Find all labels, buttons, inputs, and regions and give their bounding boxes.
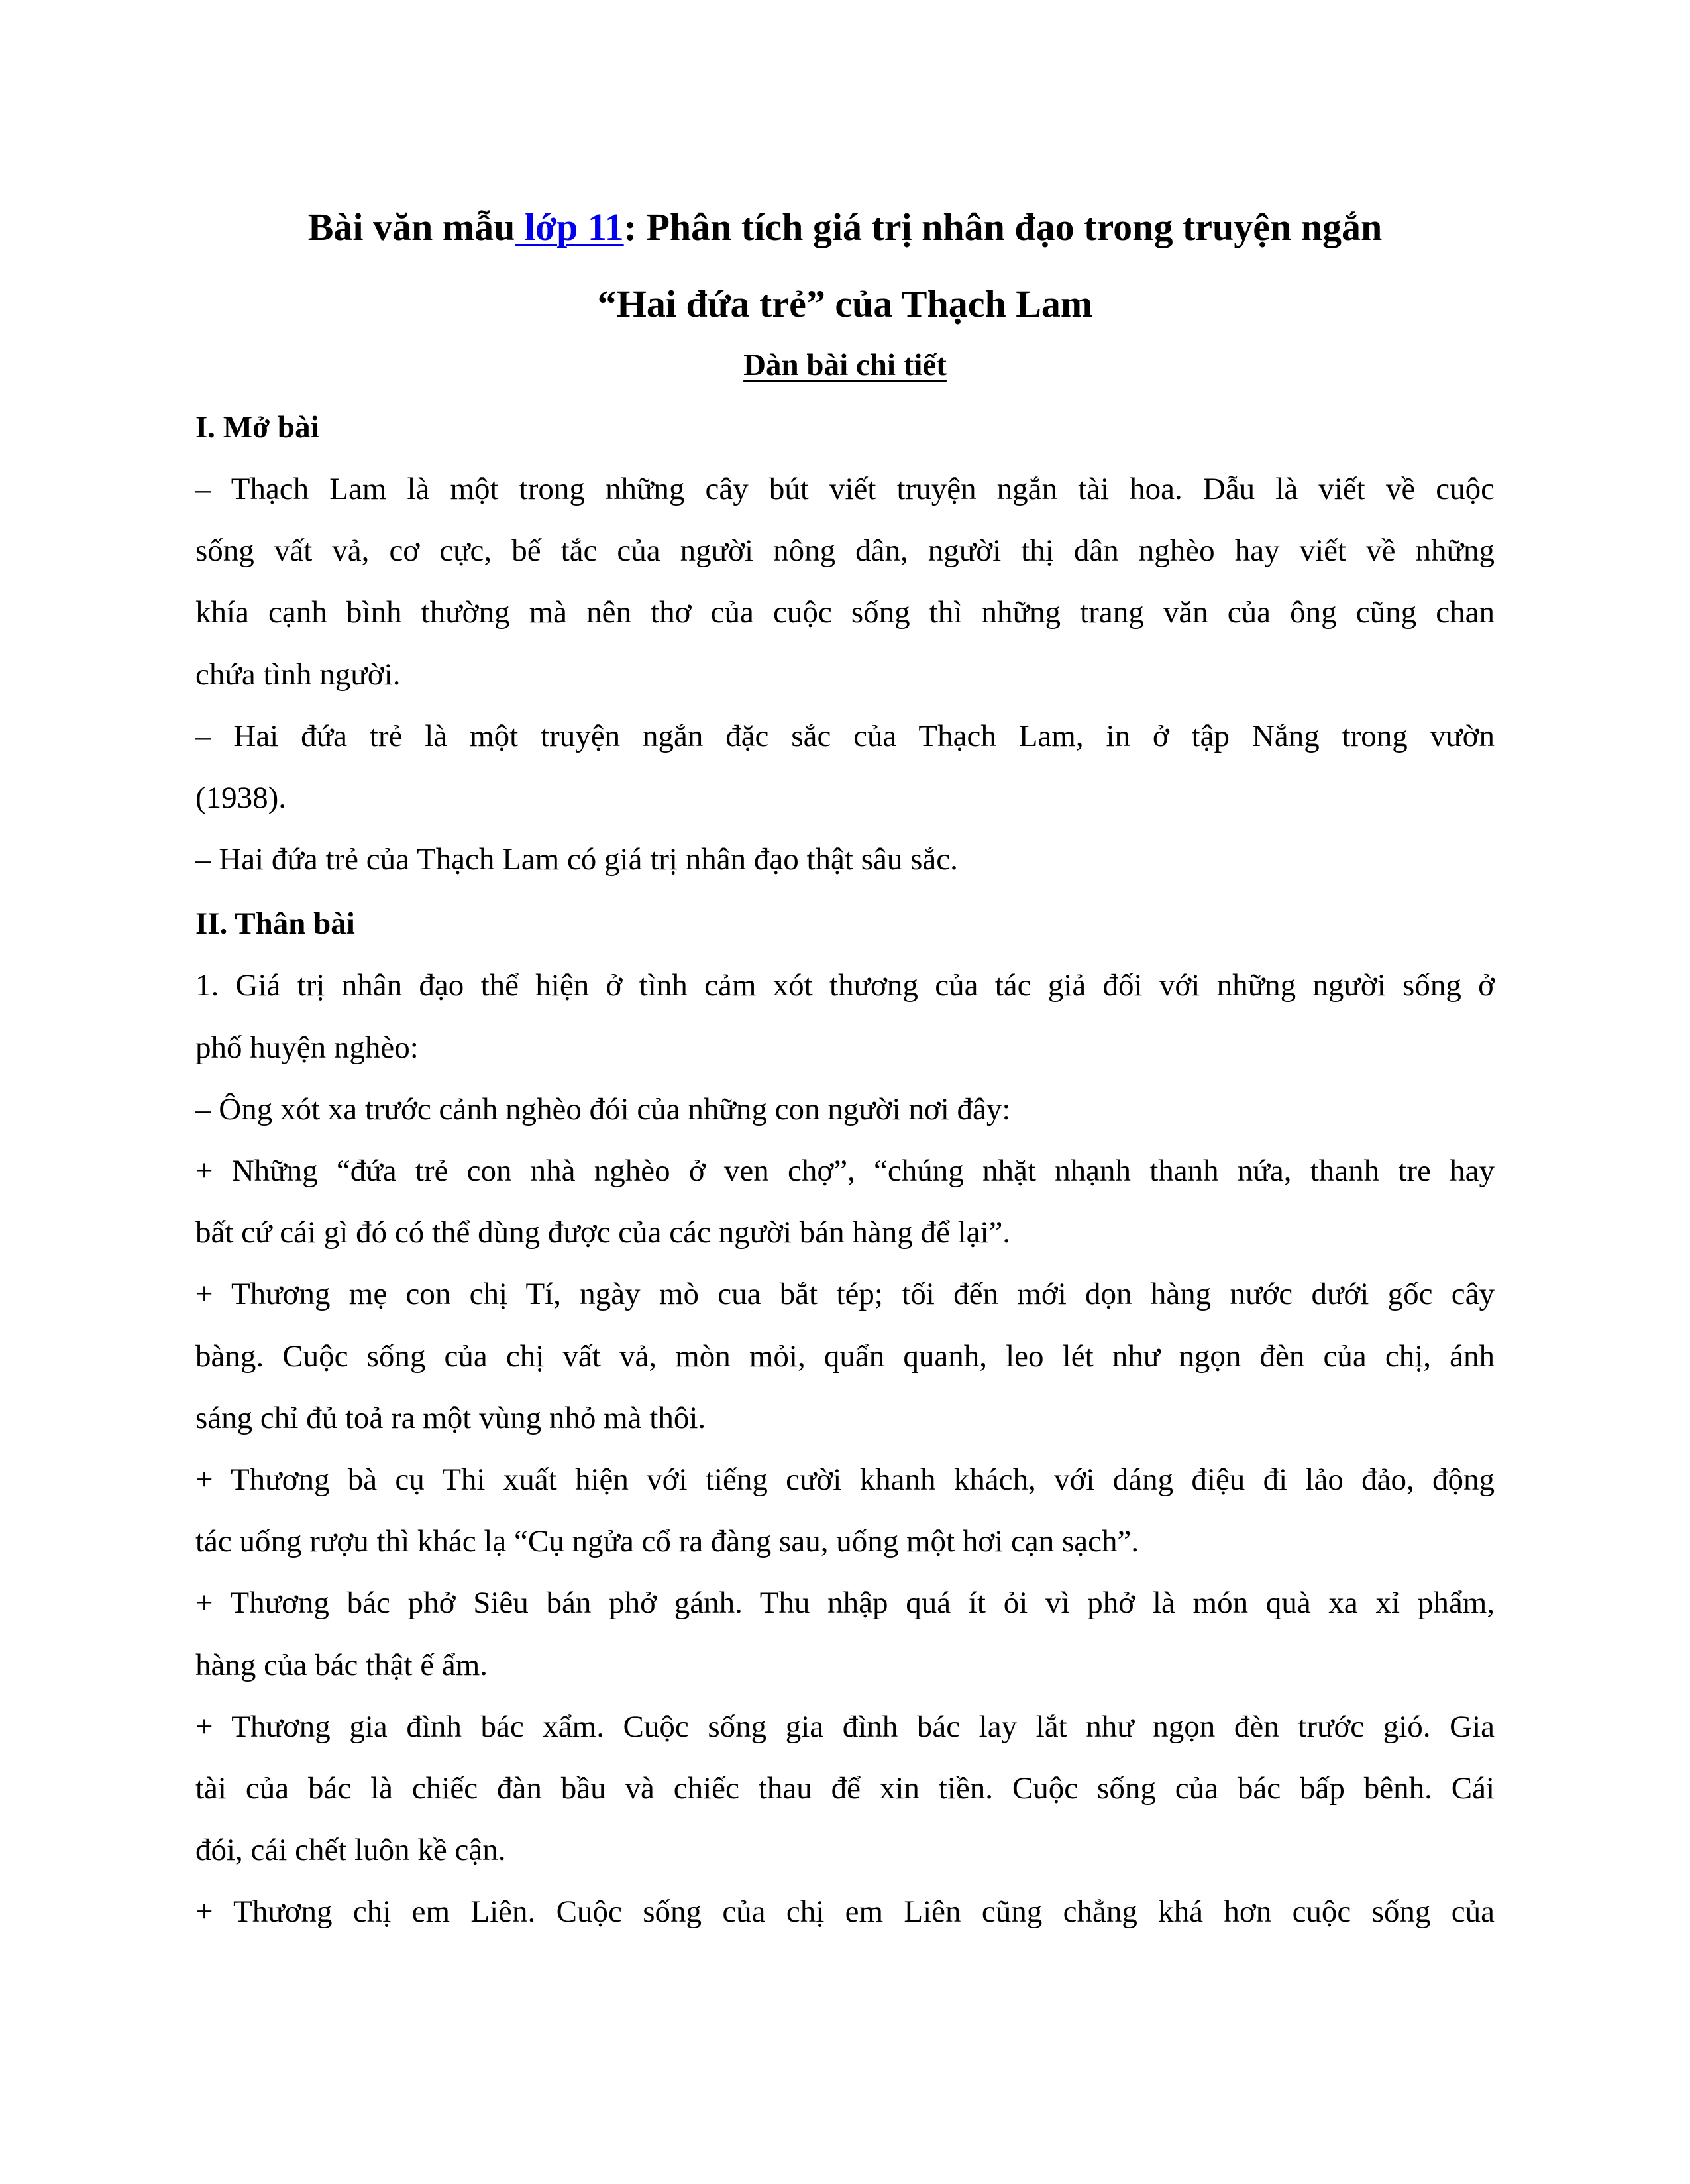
paragraph <box>195 955 1495 1078</box>
paragraph <box>195 1696 1495 1882</box>
paragraph <box>195 459 1495 706</box>
paragraph <box>195 706 1495 829</box>
paragraph-line: phố huyện nghèo: <box>195 1030 419 1065</box>
paragraph <box>195 1140 1495 1264</box>
paragraph-line: + Thương chị em Liên. Cuộc sống của chị em Liên cũng chẳng khá hơn cuộc sống của <box>195 1894 1495 1930</box>
paragraph-line: đói, cái chết luôn kề cận. <box>195 1833 506 1868</box>
section-heading: I. Mở bài <box>195 410 319 445</box>
paragraph-line: – Hai đứa trẻ của Thạch Lam có giá trị nhân đạo thật sâu sắc. <box>195 842 958 877</box>
paragraph-line: – Thạch Lam là một trong những cây bút viết truyện ngắn tài hoa. Dẫu là viết về cuộc <box>195 472 1495 506</box>
paragraph-line: + Những “đứa trẻ con nhà nghèo ở ven chợ”, “chúng nhặt nhạnh thanh nứa, thanh tre hay <box>195 1154 1495 1189</box>
paragraph-line: tác uống rượu thì khác lạ “Cụ ngửa cổ ra đàng sau, uống một hơi cạn sạch”. <box>195 1524 1139 1559</box>
paragraph-line: bất cứ cái gì đó có thể dùng được của các người bán hàng để lại”. <box>195 1215 1011 1250</box>
paragraph <box>195 1881 1495 1943</box>
paragraph-line: sống vất vả, cơ cực, bế tắc của người nông dân, người thị dân nghèo hay viết về những <box>195 533 1495 569</box>
document-content <box>195 189 1495 1943</box>
paragraph-line: + Thương bà cụ Thi xuất hiện với tiếng cười khanh khách, với dáng điệu đi lảo đảo, động <box>195 1462 1495 1498</box>
paragraph <box>195 1079 1495 1140</box>
paragraph <box>195 1449 1495 1572</box>
paragraph-line: bàng. Cuộc sống của chị vất vả, mòn mỏi, quẩn quanh, leo lét như ngọn đèn của chị, ánh <box>195 1338 1495 1374</box>
paragraph-line: tài của bác là chiếc đàn bầu và chiếc thau để xin tiền. Cuộc sống của bác bấp bênh. Cái <box>195 1771 1495 1806</box>
paragraph-line: 1. Giá trị nhân đạo thể hiện ở tình cảm xót thương của tác giả đối với những người sống ở <box>195 968 1495 1003</box>
paragraph <box>195 1572 1495 1696</box>
document-title-line-2: “Hai đứa trẻ” của Thạch Lam <box>597 282 1093 325</box>
title-suffix: : Phân tích giá trị nhân đạo trong truyện ngắn <box>623 205 1383 248</box>
title-prefix: Bài văn mẫu <box>307 205 515 248</box>
document-title-line-1 <box>195 189 1495 266</box>
paragraph-line: hàng của bác thật ế ẩm. <box>195 1647 488 1682</box>
paragraph-line: chứa tình người. <box>195 657 401 692</box>
outline-subtitle: Dàn bài chi tiết <box>743 348 947 382</box>
section-heading: II. Thân bài <box>195 906 355 942</box>
paragraph-line: + Thương gia đình bác xẩm. Cuộc sống gia đình bác lay lắt như ngọn đèn trước gió. Gia <box>195 1709 1495 1744</box>
paragraph-line: (1938). <box>195 781 287 816</box>
paragraph-line: + Thương mẹ con chị Tí, ngày mò cua bắt tép; tối đến mới dọn hàng nước dưới gốc cây <box>195 1277 1495 1312</box>
paragraph-line: + Thương bác phở Siêu bán phở gánh. Thu nhập quá ít ỏi vì phở là món quà xa xỉ phẩm, <box>195 1586 1495 1621</box>
paragraph-line: sáng chỉ đủ toả ra một vùng nhỏ mà thôi. <box>195 1400 706 1435</box>
sections-container <box>195 397 1495 1943</box>
paragraph-line: – Hai đứa trẻ là một truyện ngắn đặc sắc của Thạch Lam, in ở tập Nắng trong vườn <box>195 718 1495 753</box>
paragraph <box>195 829 1495 891</box>
paragraph-line: – Ông xót xa trước cảnh nghèo đói của những con người nơi đây: <box>195 1091 1011 1126</box>
paragraph <box>195 1264 1495 1449</box>
grade-11-link[interactable]: lớp 11 <box>515 205 624 248</box>
paragraph-line: khía cạnh bình thường mà nên thơ của cuộc sống thì những trang văn của ông cũng chan <box>195 595 1495 630</box>
